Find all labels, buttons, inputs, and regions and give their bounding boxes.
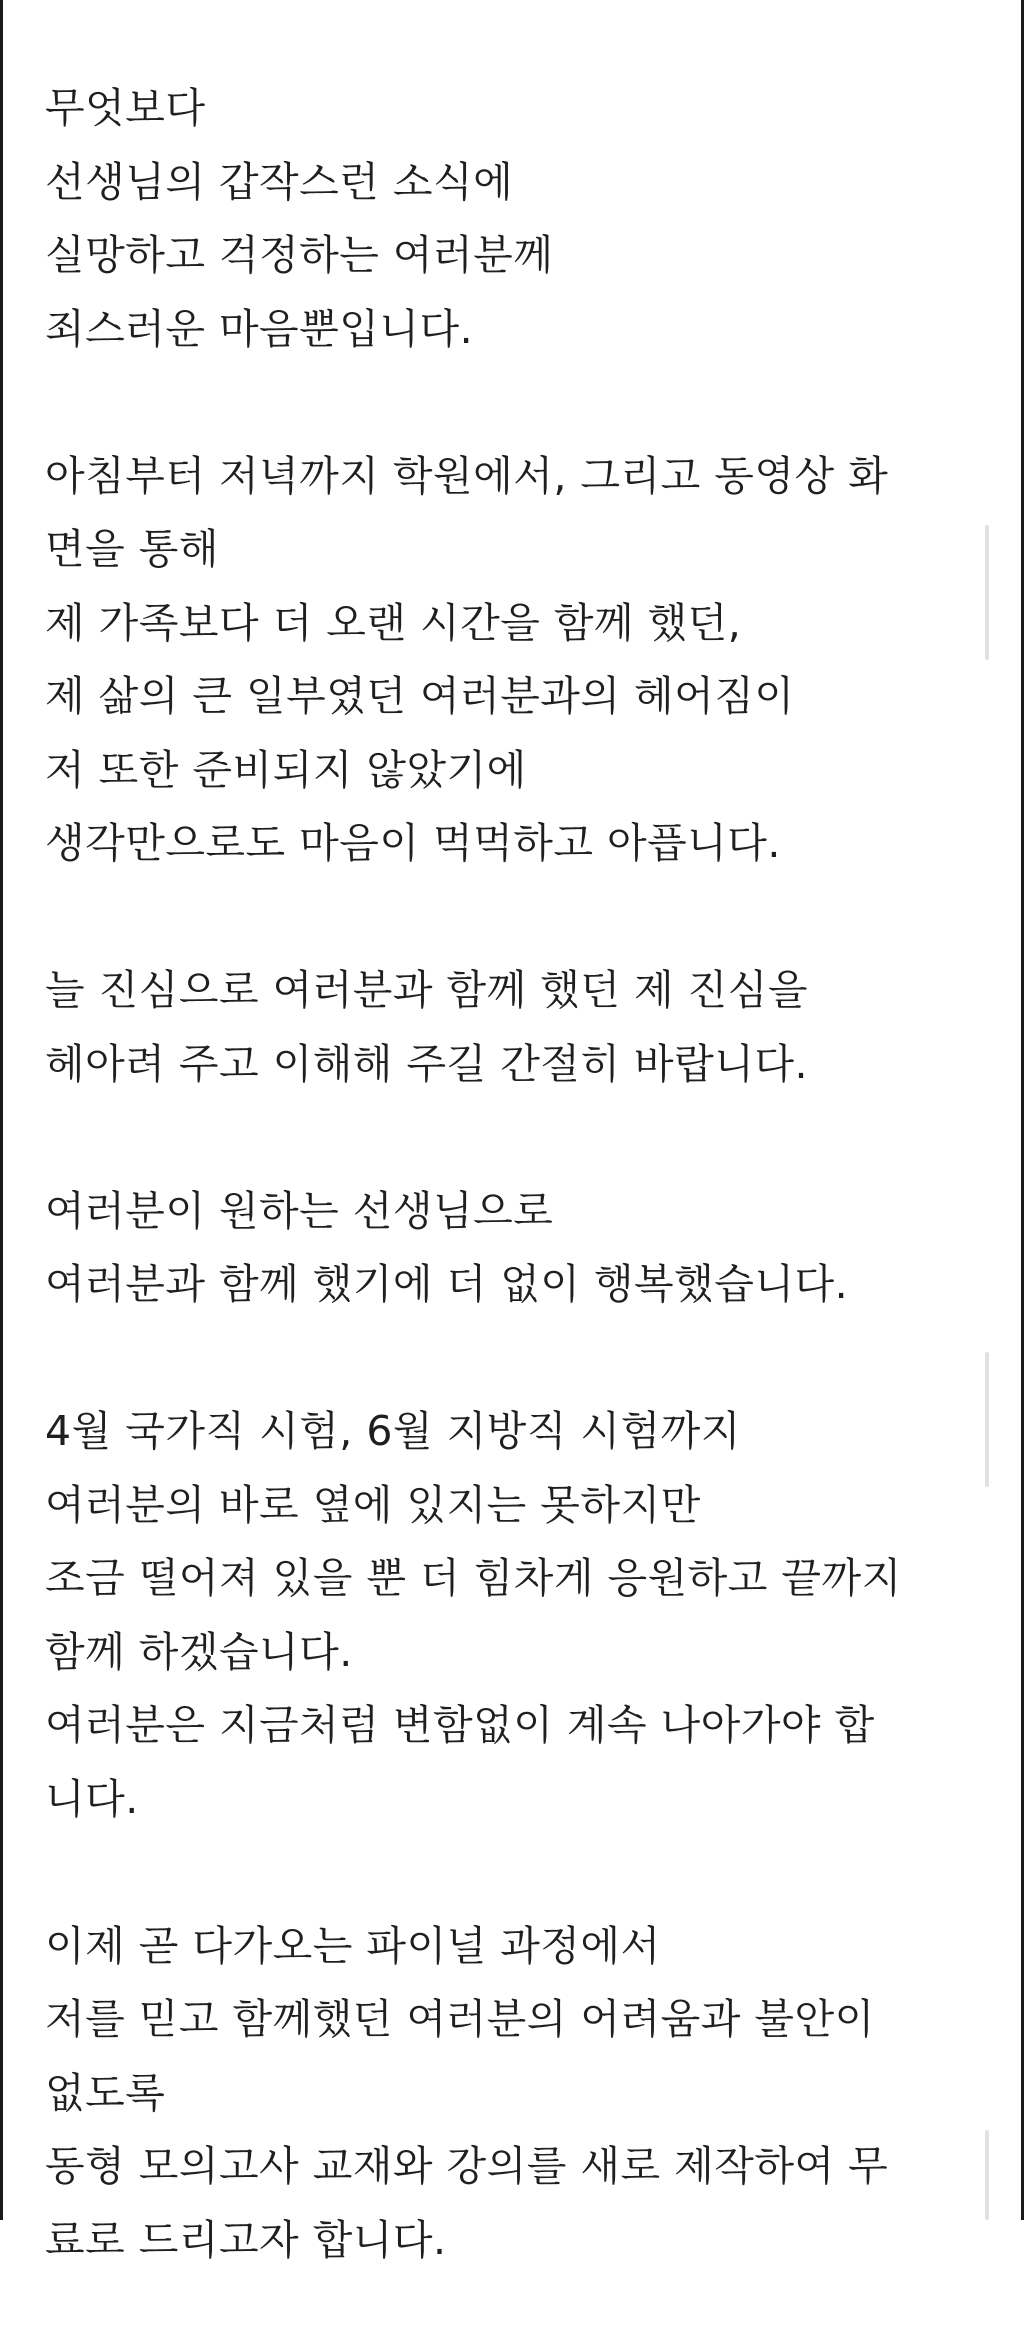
text-line: 이제 곧 다가오는 파이널 과정에서 [45,1921,661,1970]
text-line: 저 또한 준비되지 않았기에 [45,745,527,794]
left-border [0,0,3,2220]
text-line: 여러분이 원하는 선생님으로 [45,1186,554,1235]
text-line: 없도록 [45,2068,166,2117]
paragraph [45,1395,995,1836]
letter-body [45,72,995,2351]
text-line: 무엇보다 [45,84,206,132]
paragraph [45,72,995,366]
text-line: 헤아려 주고 이해해 주길 간절히 바랍니다. [45,1039,808,1088]
text-line: 함께 하겠습니다. [45,1627,353,1676]
text-line: 면을 통해 [45,525,219,573]
paragraph [45,1910,995,2278]
text-line: 여러분과 함께 했기에 더 없이 행복했습니다. [45,1260,849,1308]
text-line: 제 삶의 큰 일부였던 여러분과의 헤어짐이 [45,672,795,720]
paragraph [45,954,995,1101]
text-line: 니다. [45,1774,139,1823]
text-line: 늘 진심으로 여러분과 함께 했던 제 진심을 [45,966,808,1014]
text-line: 저를 믿고 함께했던 여러분의 어려움과 불안이 [45,1995,875,2043]
text-line: 료로 드리고자 합니다. [45,2215,447,2264]
paragraph [45,440,995,881]
text-line: 제 가족보다 더 오랜 시간을 함께 했던, [45,598,742,647]
text-line: 죄스러운 마음뿐입니다. [45,304,474,353]
text-line: 선생님의 갑작스런 소식에 [45,157,514,206]
text-line: 여러분은 지금처럼 변함없이 계속 나아가야 합 [45,1701,875,1749]
text-line: 아침부터 저녁까지 학원에서, 그리고 동영상 화 [45,451,889,500]
text-line: 4월 국가직 시험, 6월 지방직 시험까지 [45,1407,741,1455]
text-line: 동형 모의고사 교재와 강의를 새로 제작하여 무 [45,2142,889,2190]
text-line: 여러분의 바로 옆에 있지는 못하지만 [45,1480,701,1529]
text-line: 실망하고 걱정하는 여러분께 [45,231,554,279]
text-line: 조금 떨어져 있을 뿐 더 힘차게 응원하고 끝까지 [45,1554,902,1602]
text-line: 생각만으로도 마음이 먹먹하고 아픕니다. [45,819,781,867]
paragraph [45,1175,995,1322]
